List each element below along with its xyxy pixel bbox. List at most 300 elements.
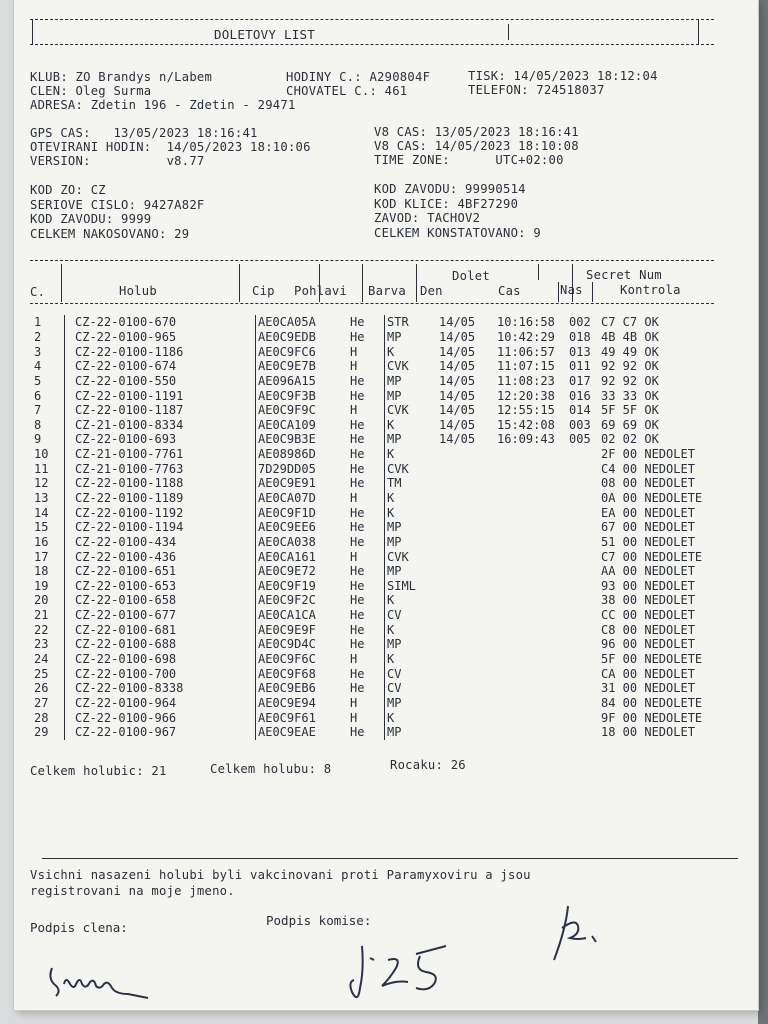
row-nas (569, 447, 601, 462)
row-cip: AE0C9E9F (256, 622, 351, 637)
row-holub: CZ-22-0100-1191 (65, 388, 256, 403)
row-barva: K (385, 505, 440, 520)
row-holub: CZ-22-0100-700 (65, 666, 256, 681)
table-header-bottom-rule (30, 303, 714, 304)
row-pohlavi: He (350, 622, 365, 637)
row-pohlavi: He (350, 461, 365, 476)
row-cas: 11:08:23 (497, 373, 555, 388)
pigeon-table (34, 315, 731, 740)
row-barva: K (385, 622, 440, 637)
row-number: 5 (34, 373, 42, 388)
row-cas: 11:07:15 (497, 359, 555, 374)
footer-rule (42, 858, 738, 859)
row-kontrola: C7 00 NEDOLETE (601, 549, 703, 564)
row-number: 2 (34, 329, 42, 344)
row-holub: CZ-22-0100-674 (65, 359, 256, 374)
row-den (439, 725, 497, 740)
header-sep-7 (558, 282, 559, 302)
row-holub: CZ-22-0100-1194 (65, 520, 256, 535)
row-pohlavi: H (350, 549, 358, 564)
table-row (34, 652, 731, 667)
row-cip: AE0CA1CA (256, 608, 351, 623)
table-row (34, 608, 731, 623)
row-cas (497, 637, 569, 652)
row-barva: K (385, 593, 440, 608)
hodiny: HODINY C.: A290804F (286, 70, 431, 84)
row-cip: AE0C9EDB (256, 330, 351, 345)
document-title: DOLETOVY LIST (214, 27, 316, 42)
row-cas: 12:20:38 (497, 388, 555, 403)
col-den: Den (420, 284, 443, 298)
row-number: 18 (34, 564, 49, 579)
table-row (34, 447, 731, 462)
row-holub: CZ-22-0100-1189 (65, 491, 256, 506)
row-number: 25 (34, 666, 49, 681)
row-barva: MP (385, 374, 440, 389)
row-number: 3 (34, 344, 42, 359)
row-nas (569, 652, 601, 667)
telefon: TELEFON: 724518037 (468, 83, 605, 97)
header-dolet: Dolet (452, 269, 490, 283)
total-rocaku: Rocaku: 26 (390, 758, 466, 772)
row-barva: MP (385, 432, 440, 447)
row-barva: CV (385, 608, 440, 623)
row-cip: AE08986D (256, 447, 351, 462)
row-kontrola: 38 00 NEDOLET (601, 593, 695, 608)
row-number: 19 (34, 578, 49, 593)
row-barva: K (385, 447, 440, 462)
row-pohlavi: H (350, 652, 358, 667)
row-nas: 011 (569, 359, 591, 374)
row-barva: MP (385, 564, 440, 579)
row-cip: AE0C9F6C (256, 652, 351, 667)
row-number: 26 (34, 681, 49, 696)
row-nas: 002 (569, 315, 591, 330)
row-den: 14/05 (439, 373, 476, 388)
row-pohlavi: He (350, 666, 365, 681)
row-number: 13 (34, 491, 49, 505)
row-cas: 15:42:08 (497, 417, 555, 432)
row-nas: 018 (569, 329, 591, 344)
row-cas (497, 476, 569, 491)
row-barva: K (385, 491, 440, 506)
row-pohlavi: H (350, 710, 358, 725)
row-holub: CZ-22-0100-670 (65, 315, 256, 330)
row-pohlavi: He (350, 534, 365, 549)
row-barva: CVK (385, 403, 440, 418)
row-nas (569, 710, 601, 725)
row-number: 22 (34, 622, 49, 637)
row-cas (497, 710, 569, 725)
row-cip: AE0C9F1D (256, 505, 351, 520)
row-cip: AE0C9D4C (256, 637, 351, 652)
row-holub: CZ-22-0100-698 (65, 652, 256, 667)
row-den: 14/05 (439, 432, 476, 447)
row-nas (569, 725, 601, 740)
table-row (34, 666, 731, 681)
row-cas (497, 725, 569, 740)
row-number: 15 (34, 520, 49, 535)
row-holub: CZ-22-0100-436 (65, 549, 256, 564)
table-row (34, 520, 731, 535)
row-barva: K (385, 652, 440, 667)
row-cas (497, 681, 569, 696)
row-den (439, 696, 497, 711)
row-pohlavi: H (350, 403, 358, 418)
row-cip: AE0CA038 (256, 535, 351, 550)
row-pohlavi: H (350, 491, 358, 505)
col-nas: Nas (560, 283, 583, 297)
row-holub: CZ-21-0100-7763 (65, 461, 256, 476)
row-den (439, 593, 497, 608)
row-nas (569, 564, 601, 579)
row-holub: CZ-22-0100-1192 (65, 505, 256, 520)
row-cas (497, 608, 569, 623)
row-barva: CV (385, 666, 440, 681)
col-barva: Barva (368, 284, 406, 298)
row-barva: SIML (385, 579, 440, 594)
row-den: 14/05 (439, 403, 476, 418)
row-number: 27 (34, 695, 49, 710)
row-nas (569, 461, 601, 476)
row-holub: CZ-22-0100-653 (65, 579, 256, 594)
row-cip: AE0C9FC6 (256, 344, 351, 359)
row-holub: CZ-22-0100-658 (65, 593, 256, 608)
row-holub: CZ-22-0100-434 (65, 535, 256, 550)
vaccination-statement-2: registrovani na moje jmeno. (30, 884, 235, 898)
row-cas (497, 520, 569, 535)
row-den: 14/05 (439, 359, 476, 374)
row-pohlavi: He (350, 578, 365, 593)
celkem-nakosovano: CELKEM NAKOSOVANO: 29 (30, 227, 190, 241)
row-den (439, 535, 497, 550)
row-kontrola: C4 00 NEDOLET (601, 461, 695, 476)
row-number: 7 (34, 403, 42, 418)
podpis-clena-label: Podpis clena: (30, 920, 128, 935)
kod-zo: KOD ZO: CZ (30, 183, 106, 197)
gps-cas: GPS CAS: 13/05/2023 18:16:41 (30, 126, 258, 140)
row-kontrola: 02 02 OK (601, 432, 659, 447)
kod-klice: KOD KLICE: 4BF27290 (374, 197, 519, 211)
row-den (439, 637, 497, 652)
row-barva: MP (385, 520, 440, 535)
row-den: 14/05 (439, 417, 476, 432)
header-sep-6 (538, 264, 539, 280)
table-row (34, 681, 731, 696)
row-nas: 005 (569, 432, 591, 447)
col-kontrola: Kontrola (620, 283, 681, 297)
row-kontrola: 4B 4B OK (601, 329, 659, 344)
row-cip: AE0C9B3E (256, 432, 351, 447)
row-den (439, 549, 497, 564)
row-pohlavi: He (350, 373, 365, 388)
clen: CLEN: Oleg Surma (30, 84, 152, 98)
row-barva: CVK (385, 359, 440, 374)
row-kontrola: C8 00 NEDOLET (601, 622, 695, 637)
row-pohlavi: He (350, 681, 365, 696)
row-cip: AE0C9EB6 (256, 681, 351, 696)
row-cas (497, 696, 569, 711)
header-sep-1 (61, 264, 62, 302)
row-holub: CZ-22-0100-651 (65, 564, 256, 579)
row-holub: CZ-22-0100-1187 (65, 403, 256, 418)
row-number: 28 (34, 710, 49, 725)
v8-cas-2: V8 CAS: 14/05/2023 18:10:08 (374, 139, 579, 153)
zavod: ZAVOD: TACHOV2 (374, 211, 481, 225)
row-kontrola: 49 49 OK (601, 344, 659, 359)
row-barva: K (385, 417, 440, 432)
row-cas (497, 579, 569, 594)
row-kontrola: 5F 5F OK (601, 403, 659, 418)
row-cas (497, 622, 569, 637)
row-kontrola: 2F 00 NEDOLET (601, 447, 695, 462)
row-holub: CZ-22-0100-967 (65, 725, 256, 740)
row-cip: AE0C9EAE (256, 725, 351, 740)
row-pohlavi: He (350, 476, 365, 491)
row-cip: AE0C9EE6 (256, 520, 351, 535)
title-box-right (698, 20, 699, 44)
total-holubu: Celkem holubu: 8 (210, 762, 332, 776)
seriove-cislo: SERIOVE CISLO: 9427A82F (30, 198, 205, 212)
row-pohlavi: He (350, 432, 365, 447)
row-cip: AE0C9F68 (256, 666, 351, 681)
row-barva: MP (385, 330, 440, 345)
row-pohlavi: He (350, 637, 365, 652)
row-kontrola: 69 69 OK (601, 417, 659, 432)
row-holub: CZ-22-0100-8338 (65, 681, 256, 696)
row-nas (569, 579, 601, 594)
row-holub: CZ-22-0100-550 (65, 374, 256, 389)
kod-zavodu-left: KOD ZAVODU: 9999 (30, 212, 152, 226)
row-nas (569, 520, 601, 535)
row-pohlavi: H (350, 695, 358, 710)
kod-zavodu-right: KOD ZAVODU: 99990514 (374, 182, 526, 196)
row-nas: 017 (569, 373, 591, 388)
row-nas (569, 696, 601, 711)
row-barva: TM (385, 476, 440, 491)
row-barva: CVK (385, 461, 440, 476)
row-kontrola: 08 00 NEDOLET (601, 476, 695, 491)
row-cip: AE0C9F3B (256, 388, 351, 403)
row-holub: CZ-22-0100-677 (65, 608, 256, 623)
row-kontrola: 51 00 NEDOLET (601, 534, 695, 549)
row-holub: CZ-22-0100-964 (65, 696, 256, 711)
header-sep-4 (362, 264, 363, 302)
row-kontrola: 5F 00 NEDOLETE (601, 652, 703, 667)
row-cas: 12:55:15 (497, 403, 555, 418)
title-box-top (30, 19, 714, 20)
row-holub: CZ-21-0100-7761 (65, 447, 256, 462)
member-signature (44, 950, 164, 1010)
row-den (439, 564, 497, 579)
row-kontrola: 92 92 OK (601, 373, 659, 388)
row-kontrola: CC 00 NEDOLET (601, 608, 695, 623)
row-den: 14/05 (439, 315, 476, 330)
row-kontrola: 9F 00 NEDOLETE (601, 710, 703, 725)
row-den (439, 579, 497, 594)
row-number: 4 (34, 359, 42, 374)
row-number: 9 (34, 432, 42, 447)
row-barva: MP (385, 696, 440, 711)
row-pohlavi: He (350, 725, 365, 740)
row-nas: 014 (569, 403, 591, 418)
row-holub: CZ-22-0100-681 (65, 622, 256, 637)
row-kontrola: 18 00 NEDOLET (601, 725, 695, 740)
row-cas (497, 461, 569, 476)
row-den: 14/05 (439, 388, 476, 403)
table-header-top-rule (30, 260, 714, 261)
chovatel: CHOVATEL C.: 461 (286, 84, 408, 98)
header-sep-5 (416, 264, 417, 302)
row-kontrola: CA 00 NEDOLET (601, 666, 695, 681)
row-cas (497, 447, 569, 462)
row-den (439, 476, 497, 491)
row-barva: MP (385, 535, 440, 550)
podpis-komise-label: Podpis komise: (266, 913, 372, 928)
row-pohlavi: H (350, 359, 358, 374)
table-row (34, 549, 731, 564)
row-barva: K (385, 344, 440, 359)
title-box-mid (508, 24, 509, 40)
col-pohlavi: Pohlavi (294, 284, 348, 298)
row-barva: MP (385, 725, 440, 740)
row-nas (569, 593, 601, 608)
table-row (34, 388, 731, 403)
row-kontrola: 31 00 NEDOLET (601, 681, 695, 696)
col-no: C. (30, 285, 46, 299)
row-holub: CZ-22-0100-1186 (65, 344, 256, 359)
table-row (34, 359, 731, 374)
row-cas (497, 535, 569, 550)
table-row (34, 374, 731, 389)
table-row (34, 461, 731, 476)
row-den (439, 447, 497, 462)
adresa: ADRESA: Zdetin 196 - Zdetin - 29471 (30, 98, 296, 112)
row-nas (569, 535, 601, 550)
table-row (34, 696, 731, 711)
table-row (34, 593, 731, 608)
row-pohlavi: He (350, 388, 365, 403)
row-cip: AE096A15 (256, 374, 351, 389)
row-number: 16 (34, 534, 49, 549)
row-nas (569, 681, 601, 696)
row-holub: CZ-22-0100-965 (65, 330, 256, 345)
title-box-bottom (30, 44, 714, 45)
row-number: 8 (34, 417, 42, 432)
title-box-left (32, 20, 33, 44)
row-cip: AE0C9F19 (256, 579, 351, 594)
oteviran-hodin: OTEVIRANI HODIN: 14/05/2023 18:10:06 (30, 140, 311, 154)
row-number: 12 (34, 476, 49, 491)
row-den (439, 608, 497, 623)
row-holub: CZ-22-0100-693 (65, 432, 256, 447)
row-cip: AE0C9E72 (256, 564, 351, 579)
row-den (439, 652, 497, 667)
commission-signature-1 (330, 930, 480, 1010)
row-nas: 016 (569, 388, 591, 403)
row-cip: AE0CA109 (256, 417, 351, 432)
row-cas: 10:16:58 (497, 315, 555, 330)
row-number: 6 (34, 388, 42, 403)
row-barva: CV (385, 681, 440, 696)
row-kontrola: AA 00 NEDOLET (601, 564, 695, 579)
row-den (439, 461, 497, 476)
row-nas (569, 608, 601, 623)
row-kontrola: 96 00 NEDOLET (601, 637, 695, 652)
table-row (34, 330, 731, 345)
table-row (34, 579, 731, 594)
row-cas (497, 652, 569, 667)
row-nas: 003 (569, 417, 591, 432)
table-row (34, 344, 731, 359)
table-row (34, 403, 731, 418)
table-row (34, 637, 731, 652)
row-number: 23 (34, 637, 49, 652)
header-sep-2 (239, 264, 240, 302)
row-cas (497, 593, 569, 608)
version: VERSION: v8.77 (30, 154, 205, 168)
row-nas (569, 666, 601, 681)
table-row (34, 725, 731, 740)
doletovy-list-document (14, 0, 758, 1010)
row-holub: CZ-22-0100-966 (65, 710, 256, 725)
klub: KLUB: ZO Brandys n/Labem (30, 70, 213, 84)
row-nas (569, 637, 601, 652)
table-row (34, 622, 731, 637)
row-den (439, 666, 497, 681)
row-holub: CZ-22-0100-1188 (65, 476, 256, 491)
row-den: 14/05 (439, 329, 476, 344)
row-pohlavi: He (350, 505, 365, 520)
row-holub: CZ-22-0100-688 (65, 637, 256, 652)
v8-cas: V8 CAS: 13/05/2023 18:16:41 (374, 125, 579, 139)
row-cip: AE0C9E94 (256, 696, 351, 711)
row-barva: K (385, 710, 440, 725)
row-den (439, 681, 497, 696)
time-zone: TIME ZONE: UTC+02:00 (374, 153, 564, 167)
vaccination-statement-1: Vsichni nasazeni holubi byli vakcinovani proti Paramyxoviru a jsou (30, 868, 531, 882)
row-number: 29 (34, 725, 49, 740)
col-cip: Cip (252, 284, 275, 298)
row-number: 1 (34, 315, 42, 330)
row-cip: AE0CA161 (256, 549, 351, 564)
total-holubic: Celkem holubic: 21 (30, 764, 167, 778)
row-nas: 013 (569, 344, 591, 359)
row-cas (497, 564, 569, 579)
row-cip: AE0C9F61 (256, 710, 351, 725)
table-row (34, 505, 731, 520)
row-den (439, 520, 497, 535)
row-pohlavi: He (350, 447, 365, 462)
row-number: 24 (34, 652, 49, 667)
row-cip: AE0C9F9C (256, 403, 351, 418)
commission-signature-2 (544, 898, 614, 968)
row-kontrola: 33 33 OK (601, 388, 659, 403)
row-cip: AE0CA05A (256, 315, 351, 330)
header-sep-9 (592, 282, 593, 302)
header-secret-num: Secret Num (586, 268, 662, 282)
row-pohlavi: H (350, 344, 358, 359)
row-kontrola: 93 00 NEDOLET (601, 578, 695, 593)
celkem-konstatovano: CELKEM KONSTATOVANO: 9 (374, 226, 541, 240)
table-row (34, 710, 731, 725)
row-number: 20 (34, 593, 49, 608)
row-pohlavi: He (350, 593, 365, 608)
row-pohlavi: He (350, 315, 365, 330)
row-pohlavi: He (350, 564, 365, 579)
pigeon-table-body (34, 315, 731, 740)
row-barva: MP (385, 637, 440, 652)
